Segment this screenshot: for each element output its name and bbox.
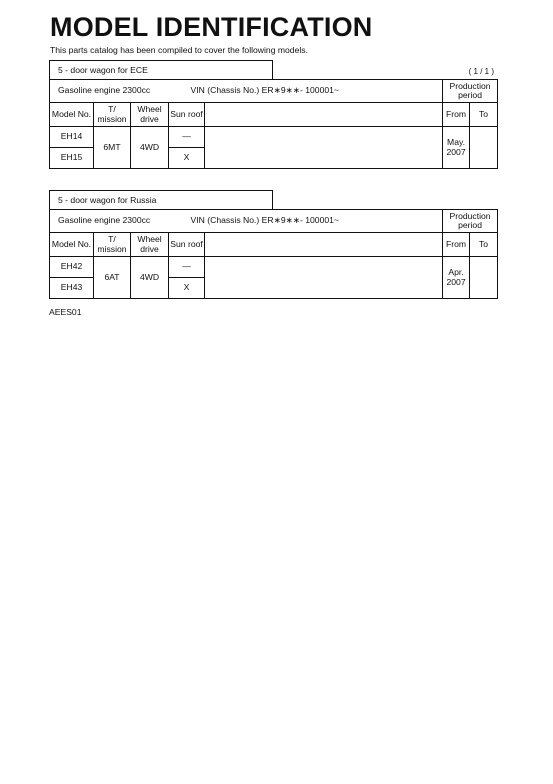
transmission-cell: 6AT [94, 257, 131, 299]
intro-text: This parts catalog has been compiled to cover the following models. [50, 45, 308, 55]
production-period-header: Production period [443, 210, 498, 233]
transmission-header: T/ mission [94, 103, 131, 127]
from-cell: Apr. 2007 [443, 257, 470, 299]
sun-roof-cell: X [169, 278, 205, 299]
model-no-cell: EH43 [50, 278, 94, 299]
wheel-drive-header: Wheel drive [131, 233, 169, 257]
to-cell [470, 257, 498, 299]
from-header: From [443, 233, 470, 257]
wheel-drive-cell: 4WD [131, 127, 169, 169]
model-no-cell: EH42 [50, 257, 94, 278]
table-row [50, 127, 498, 148]
wheel-drive-cell: 4WD [131, 257, 169, 299]
to-header: To [470, 103, 498, 127]
sun-roof-header: Sun roof [169, 103, 205, 127]
transmission-cell: 6MT [94, 127, 131, 169]
to-header: To [470, 233, 498, 257]
model-table-ece [49, 79, 498, 169]
sun-roof-cell: — [169, 127, 205, 148]
model-table-russia [49, 209, 498, 299]
sun-roof-cell: — [169, 257, 205, 278]
model-no-cell: EH15 [50, 148, 94, 169]
model-no-cell: EH14 [50, 127, 94, 148]
engine-label: Gasoline engine 2300cc [50, 210, 169, 233]
blank-cell [205, 127, 443, 169]
engine-label: Gasoline engine 2300cc [50, 80, 169, 103]
page-indicator: ( 1 / 1 ) [468, 67, 494, 76]
to-cell [470, 127, 498, 169]
table-caption-ece: 5 - door wagon for ECE [49, 60, 273, 79]
page-title: MODEL IDENTIFICATION [50, 12, 373, 42]
footer-code: AEES01 [49, 307, 82, 317]
transmission-header: T/ mission [94, 233, 131, 257]
blank-header-cell [205, 233, 443, 257]
from-cell: May. 2007 [443, 127, 470, 169]
blank-header-cell [205, 103, 443, 127]
table-caption-russia: 5 - door wagon for Russia [49, 190, 273, 209]
model-no-header: Model No. [50, 233, 94, 257]
model-no-header: Model No. [50, 103, 94, 127]
table-row [50, 257, 498, 278]
vin-label: VIN (Chassis No.) ER∗9∗∗- 100001~ [169, 210, 443, 233]
sun-roof-header: Sun roof [169, 233, 205, 257]
from-header: From [443, 103, 470, 127]
sun-roof-cell: X [169, 148, 205, 169]
vin-label: VIN (Chassis No.) ER∗9∗∗- 100001~ [169, 80, 443, 103]
production-period-header: Production period [443, 80, 498, 103]
blank-cell [205, 257, 443, 299]
wheel-drive-header: Wheel drive [131, 103, 169, 127]
